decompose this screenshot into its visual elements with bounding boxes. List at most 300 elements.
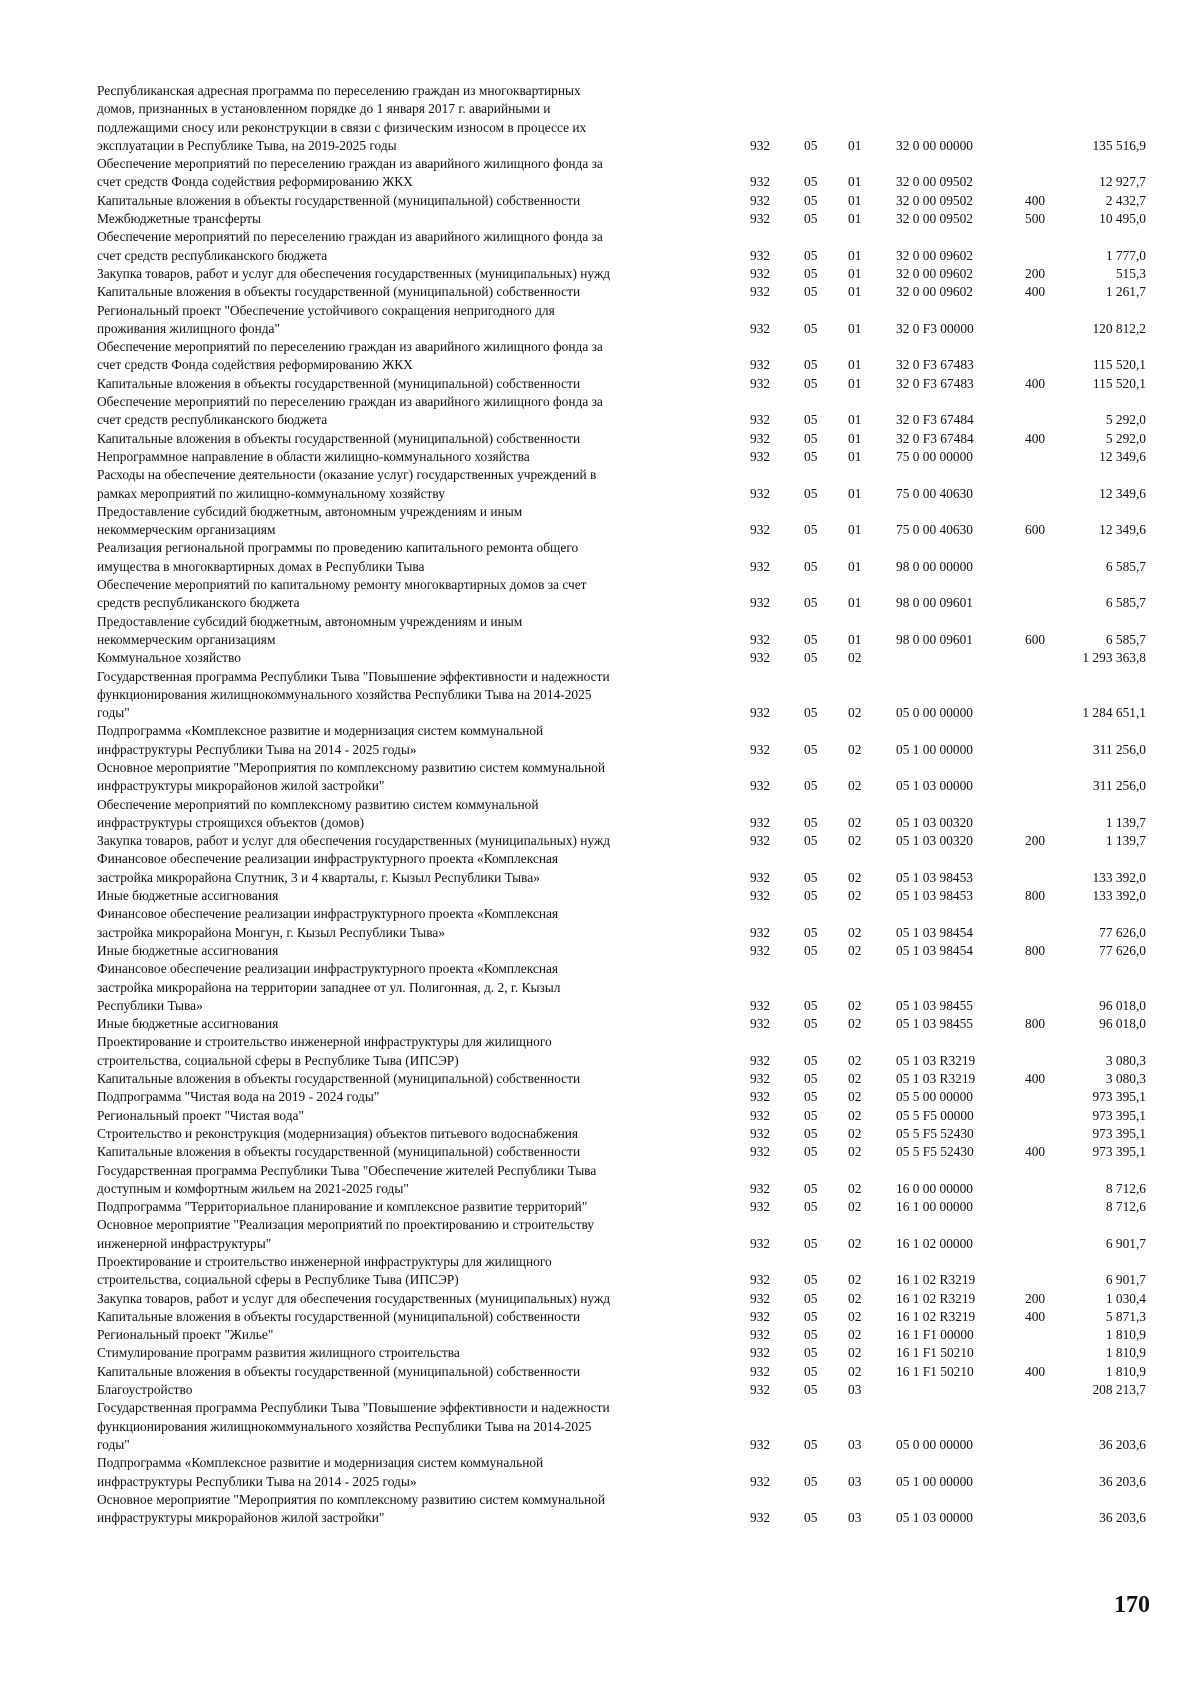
cell-cs: 32 0 F3 67483 [896,357,974,373]
cell-gr: 932 [750,650,771,666]
cell-amount: 1 261,7 [1105,284,1146,300]
row-name: Капитальные вложения в объекты государственной (муниципальной) собственности [97,430,581,446]
cell-cs: 32 0 F3 67484 [896,430,974,446]
table-row [0,228,1200,265]
cell-pr: 02 [848,997,862,1013]
cell-gr: 932 [750,705,771,721]
row-name: Иные бюджетные ассигнования [97,942,279,958]
cell-amount: 115 520,1 [1092,375,1146,391]
cell-cs: 16 1 F1 50210 [896,1363,974,1379]
cell-amount: 5 292,0 [1105,430,1146,446]
cell-gr: 932 [750,522,771,538]
cell-rz: 05 [804,284,818,300]
cell-gr: 932 [750,192,771,208]
cell-amount: 12 349,6 [1099,522,1146,538]
cell-cs: 05 1 03 98455 [896,997,973,1013]
cell-pr: 01 [848,211,862,227]
cell-cs: 05 1 03 98453 [896,869,973,885]
row-name: Республиканская адресная программа по переселению граждан из многоквартирных домов, признанных в установленном порядке до 1 января 2017 г. аварийными и подлежащими сносу или реконструкции в связи с физическим износом в процессе их эксплуатации в Республике Тыва, на 2019-2025 годы [97,83,587,153]
table-row [0,1015,1200,1033]
cell-cs: 05 1 03 R3219 [896,1052,976,1068]
cell-pr: 01 [848,357,862,373]
cell-rz: 05 [804,1199,818,1215]
table-row [0,905,1200,942]
table-row [0,1216,1200,1253]
row-name: Предоставление субсидий бюджетным, автономным учреждениям и иным некоммерческим организациям [97,503,523,538]
cell-rz: 05 [804,1473,818,1489]
cell-gr: 932 [750,1235,771,1251]
table-row [0,1033,1200,1070]
cell-rz: 05 [804,1180,818,1196]
cell-vr: 800 [1025,888,1046,904]
row-name: Коммунальное хозяйство [97,650,241,666]
cell-vr: 400 [1025,1144,1046,1160]
cell-pr: 03 [848,1510,862,1526]
cell-vr: 400 [1025,1308,1046,1324]
cell-vr: 500 [1025,211,1046,227]
cell-rz: 05 [804,1272,818,1288]
cell-pr: 02 [848,1125,862,1141]
cell-pr: 01 [848,174,862,190]
cell-vr: 600 [1025,631,1046,647]
cell-gr: 932 [750,1071,771,1087]
cell-cs: 32 0 00 00000 [896,137,973,153]
cell-pr: 01 [848,320,862,336]
table-row [0,1198,1200,1216]
cell-pr: 01 [848,192,862,208]
cell-amount: 3 080,3 [1105,1052,1146,1068]
row-name: Реализация региональной программы по проведению капитального ремонта общего имущества в многоквартирных домах в Республики Тыва [97,540,579,574]
page-number: 170 [1114,1592,1150,1618]
cell-cs: 05 1 03 00000 [896,778,973,794]
row-name: Капитальные вложения в объекты государственной (муниципальной) собственности [97,1071,581,1087]
cell-cs: 16 0 00 00000 [896,1180,973,1196]
cell-amount: 973 395,1 [1092,1144,1146,1160]
cell-amount: 135 516,9 [1092,137,1146,153]
table-row [0,1253,1200,1290]
table-row [0,649,1200,667]
cell-amount: 96 018,0 [1099,997,1146,1013]
cell-amount: 36 203,6 [1099,1436,1146,1452]
table-row [0,302,1200,339]
row-name: Обеспечение мероприятий по капитальному ремонту многоквартирных домов за счет средств республиканского бюджета [97,577,587,611]
cell-amount: 1 139,7 [1105,833,1146,849]
cell-pr: 02 [848,1345,862,1361]
cell-vr: 200 [1025,265,1046,281]
cell-amount: 5 871,3 [1105,1308,1146,1324]
cell-rz: 05 [804,1016,818,1032]
table-row [0,576,1200,613]
row-name: Обеспечение мероприятий по переселению граждан из аварийного жилищного фонда за счет средств Фонда содействия реформированию ЖКХ [97,339,603,373]
cell-gr: 932 [750,595,771,611]
cell-amount: 133 392,0 [1092,869,1146,885]
cell-amount: 120 812,2 [1092,320,1146,336]
cell-cs: 05 1 03 98453 [896,888,973,904]
cell-rz: 05 [804,833,818,849]
cell-pr: 02 [848,741,862,757]
cell-vr: 200 [1025,1290,1046,1306]
cell-pr: 02 [848,1199,862,1215]
cell-pr: 02 [848,1363,862,1379]
cell-rz: 05 [804,192,818,208]
cell-gr: 932 [750,942,771,958]
cell-pr: 02 [848,1290,862,1306]
cell-cs: 98 0 00 09601 [896,595,973,611]
cell-cs: 05 1 00 00000 [896,741,973,757]
cell-amount: 1 810,9 [1105,1327,1146,1343]
table-row [0,1491,1200,1528]
table-row [0,448,1200,466]
cell-cs: 16 1 02 R3219 [896,1308,976,1324]
cell-amount: 973 395,1 [1092,1089,1146,1105]
cell-pr: 03 [848,1473,862,1489]
cell-gr: 932 [750,778,771,794]
cell-gr: 932 [750,869,771,885]
cell-rz: 05 [804,1345,818,1361]
table-row [0,1381,1200,1399]
row-name: Проектирование и строительство инженерной инфраструктуры для жилищного строительства, социальной сферы в Республике Тыва (ИПСЭР) [97,1254,552,1288]
table-row [0,1143,1200,1161]
cell-gr: 932 [750,1016,771,1032]
row-name: Региональный проект "Обеспечение устойчивого сокращения непригодного для проживания жилищного фонда" [97,302,555,336]
cell-gr: 932 [750,558,771,574]
cell-rz: 05 [804,1363,818,1379]
cell-gr: 932 [750,430,771,446]
cell-vr: 400 [1025,284,1046,300]
cell-pr: 01 [848,265,862,281]
cell-pr: 01 [848,247,862,263]
cell-gr: 932 [750,631,771,647]
cell-rz: 05 [804,814,818,830]
row-name: Капитальные вложения в объекты государственной (муниципальной) собственности [97,192,581,208]
row-name: Основное мероприятие "Реализация мероприятий по проектированию и строительству инженерной инфраструктуры" [97,1217,595,1251]
row-name: Обеспечение мероприятий по переселению граждан из аварийного жилищного фонда за счет средств республиканского бюджета [97,394,603,428]
row-name: Обеспечение мероприятий по переселению граждан из аварийного жилищного фонда за счет средств Фонда содействия реформированию ЖКХ [97,156,603,190]
cell-amount: 36 203,6 [1099,1510,1146,1526]
cell-amount: 12 349,6 [1099,485,1146,501]
cell-amount: 973 395,1 [1092,1125,1146,1141]
cell-amount: 115 520,1 [1092,357,1146,373]
cell-rz: 05 [804,1235,818,1251]
cell-pr: 01 [848,485,862,501]
table-row [0,265,1200,283]
cell-amount: 6 585,7 [1105,595,1146,611]
cell-vr: 400 [1025,1071,1046,1087]
cell-gr: 932 [750,357,771,373]
cell-cs: 98 0 00 09601 [896,631,973,647]
cell-gr: 932 [750,1199,771,1215]
cell-rz: 05 [804,1436,818,1452]
cell-gr: 932 [750,1180,771,1196]
cell-cs: 05 5 F5 52430 [896,1125,974,1141]
cell-vr: 400 [1025,1363,1046,1379]
cell-pr: 02 [848,1089,862,1105]
cell-cs: 32 0 00 09602 [896,265,973,281]
table-row [0,850,1200,887]
cell-gr: 932 [750,1345,771,1361]
cell-amount: 8 712,6 [1105,1180,1146,1196]
cell-gr: 932 [750,924,771,940]
cell-amount: 77 626,0 [1099,942,1146,958]
cell-gr: 932 [750,1125,771,1141]
cell-amount: 1 030,4 [1105,1290,1146,1306]
cell-pr: 03 [848,1382,862,1398]
cell-rz: 05 [804,650,818,666]
cell-pr: 02 [848,1052,862,1068]
cell-cs: 16 1 F1 50210 [896,1345,974,1361]
cell-rz: 05 [804,375,818,391]
cell-cs: 32 0 00 09502 [896,174,973,190]
cell-rz: 05 [804,1308,818,1324]
cell-pr: 02 [848,833,862,849]
table-row [0,722,1200,759]
cell-gr: 932 [750,211,771,227]
cell-cs: 05 0 00 00000 [896,1436,973,1452]
table-row [0,796,1200,833]
row-name: Капитальные вложения в объекты государственной (муниципальной) собственности [97,284,581,300]
cell-gr: 932 [750,320,771,336]
cell-gr: 932 [750,1144,771,1160]
row-name: Капитальные вложения в объекты государственной (муниципальной) собственности [97,1308,581,1324]
table-row [0,613,1200,650]
row-name: Региональный проект "Чистая вода" [97,1107,304,1123]
row-name: Предоставление субсидий бюджетным, автономным учреждениям и иным некоммерческим организациям [97,613,523,647]
cell-amount: 1 139,7 [1105,814,1146,830]
table-row [0,960,1200,1015]
cell-cs: 32 0 F3 00000 [896,320,974,336]
cell-rz: 05 [804,137,818,153]
cell-pr: 02 [848,650,862,666]
table-row [0,283,1200,301]
cell-pr: 02 [848,869,862,885]
row-name: Государственная программа Республики Тыва "Повышение эффективности и надежности функционирования жилищнокоммунального хозяйства Республики Тыва на 2014-2025 годы" [97,1400,610,1452]
cell-amount: 208 213,7 [1092,1382,1146,1398]
cell-amount: 5 292,0 [1105,412,1146,428]
table-row [0,1125,1200,1143]
cell-gr: 932 [750,833,771,849]
table-row [0,155,1200,192]
row-name: Закупка товаров, работ и услуг для обеспечения государственных (муниципальных) нужд [97,265,611,281]
cell-gr: 932 [750,1436,771,1452]
cell-pr: 02 [848,1235,862,1251]
cell-rz: 05 [804,448,818,464]
cell-gr: 932 [750,284,771,300]
cell-gr: 932 [750,265,771,281]
cell-cs: 32 0 00 09502 [896,211,973,227]
cell-pr: 02 [848,778,862,794]
cell-pr: 02 [848,888,862,904]
cell-gr: 932 [750,1272,771,1288]
cell-rz: 05 [804,320,818,336]
row-name: Закупка товаров, работ и услуг для обеспечения государственных (муниципальных) нужд [97,1290,611,1306]
row-name: Обеспечение мероприятий по комплексному развитию систем коммунальной инфраструктуры строящихся объектов (домов) [97,796,539,830]
cell-amount: 1 810,9 [1105,1345,1146,1361]
row-name: Основное мероприятие "Мероприятия по комплексному развитию систем коммунальной инфраструктуры микрорайонов жилой застройки" [97,759,606,794]
cell-vr: 800 [1025,942,1046,958]
cell-pr: 02 [848,814,862,830]
row-name: Непрограммное направление в области жилищно-коммунального хозяйства [97,448,530,464]
cell-amount: 311 256,0 [1092,778,1146,794]
cell-pr: 01 [848,412,862,428]
table-row [0,1088,1200,1106]
row-name: Капитальные вложения в объекты государственной (муниципальной) собственности [97,1363,581,1379]
table-row [0,1070,1200,1088]
table-row [0,1344,1200,1362]
cell-gr: 932 [750,1327,771,1343]
cell-pr: 01 [848,631,862,647]
cell-cs: 16 1 02 R3219 [896,1290,976,1306]
row-name: Проектирование и строительство инженерной инфраструктуры для жилищного строительства, социальной сферы в Республике Тыва (ИПСЭР) [97,1034,552,1068]
cell-pr: 01 [848,522,862,538]
cell-rz: 05 [804,430,818,446]
table-row [0,210,1200,228]
cell-pr: 01 [848,595,862,611]
table-row [0,375,1200,393]
cell-amount: 10 495,0 [1099,211,1146,227]
cell-cs: 98 0 00 00000 [896,558,973,574]
cell-cs: 05 1 03 00000 [896,1510,973,1526]
cell-rz: 05 [804,1144,818,1160]
row-name: Обеспечение мероприятий по переселению граждан из аварийного жилищного фонда за счет средств республиканского бюджета [97,229,603,263]
cell-gr: 932 [750,741,771,757]
cell-vr: 400 [1025,375,1046,391]
table-row [0,759,1200,796]
cell-amount: 6 585,7 [1105,631,1146,647]
cell-cs: 75 0 00 40630 [896,485,973,501]
cell-cs: 16 1 02 R3219 [896,1272,976,1288]
cell-amount: 2 432,7 [1105,192,1146,208]
cell-rz: 05 [804,211,818,227]
cell-rz: 05 [804,631,818,647]
cell-gr: 932 [750,1290,771,1306]
row-name: Иные бюджетные ассигнования [97,888,279,904]
cell-cs: 05 1 03 00320 [896,833,973,849]
row-name: Строительство и реконструкция (модернизация) объектов питьевого водоснабжения [97,1125,579,1141]
cell-cs: 75 0 00 40630 [896,522,973,538]
cell-vr: 800 [1025,1016,1046,1032]
row-name: Подпрограмма «Комплексное развитие и модернизация систем коммунальной инфраструктуры Республики Тыва на 2014 - 2025 годы» [97,1455,544,1489]
row-name: Подпрограмма "Территориальное планирование и комплексное развитие территорий" [97,1199,588,1215]
row-name: Подпрограмма «Комплексное развитие и модернизация систем коммунальной инфраструктуры Республики Тыва на 2014 - 2025 годы» [97,723,544,757]
cell-amount: 3 080,3 [1105,1071,1146,1087]
cell-amount: 36 203,6 [1099,1473,1146,1489]
table-row [0,832,1200,850]
row-name: Иные бюджетные ассигнования [97,1016,279,1032]
table-row [0,338,1200,375]
cell-amount: 8 712,6 [1105,1199,1146,1215]
cell-rz: 05 [804,888,818,904]
cell-pr: 01 [848,137,862,153]
cell-amount: 515,3 [1115,265,1146,281]
cell-gr: 932 [750,412,771,428]
table-row [0,466,1200,503]
cell-gr: 932 [750,137,771,153]
cell-cs: 16 1 00 00000 [896,1199,973,1215]
cell-rz: 05 [804,265,818,281]
row-name: Закупка товаров, работ и услуг для обеспечения государственных (муниципальных) нужд [97,833,611,849]
table-row [0,1162,1200,1199]
table-row [0,1290,1200,1308]
cell-amount: 973 395,1 [1092,1107,1146,1123]
cell-gr: 932 [750,247,771,263]
cell-amount: 311 256,0 [1092,741,1146,757]
table-row [0,1399,1200,1454]
cell-cs: 32 0 00 09602 [896,247,973,263]
cell-gr: 932 [750,814,771,830]
cell-cs: 32 0 00 09602 [896,284,973,300]
row-name: Межбюджетные трансферты [97,211,261,227]
cell-cs: 05 1 03 98454 [896,924,973,940]
cell-gr: 932 [750,888,771,904]
row-name: Основное мероприятие "Мероприятия по комплексному развитию систем коммунальной инфраструктуры микрорайонов жилой застройки" [97,1491,606,1526]
table-row [0,1326,1200,1344]
table-row [0,393,1200,430]
cell-rz: 05 [804,869,818,885]
cell-gr: 932 [750,1510,771,1526]
cell-vr: 400 [1025,430,1046,446]
table-row [0,1454,1200,1491]
table-row [0,539,1200,576]
cell-pr: 01 [848,375,862,391]
cell-gr: 932 [750,1382,771,1398]
cell-rz: 05 [804,705,818,721]
cell-rz: 05 [804,412,818,428]
cell-gr: 932 [750,375,771,391]
cell-vr: 600 [1025,522,1046,538]
cell-cs: 05 5 00 00000 [896,1089,973,1105]
cell-rz: 05 [804,357,818,373]
cell-cs: 32 0 F3 67484 [896,412,974,428]
cell-gr: 932 [750,485,771,501]
cell-cs: 05 1 03 98455 [896,1016,973,1032]
cell-cs: 05 1 03 R3219 [896,1071,976,1087]
cell-cs: 75 0 00 00000 [896,448,973,464]
cell-pr: 01 [848,284,862,300]
cell-rz: 05 [804,1089,818,1105]
cell-rz: 05 [804,1052,818,1068]
cell-rz: 05 [804,1510,818,1526]
row-name: Капитальные вложения в объекты государственной (муниципальной) собственности [97,375,581,391]
cell-pr: 02 [848,1308,862,1324]
cell-rz: 05 [804,942,818,958]
cell-cs: 05 5 F5 52430 [896,1144,974,1160]
cell-rz: 05 [804,1125,818,1141]
row-name: Благоустройство [97,1382,193,1398]
row-name: Государственная программа Республики Тыва "Обеспечение жителей Республики Тыва доступным и комфортным жильем на 2021-2025 годы" [97,1162,597,1196]
cell-amount: 12 927,7 [1099,174,1146,190]
cell-cs: 05 1 03 00320 [896,814,973,830]
cell-cs: 32 0 F3 67483 [896,375,974,391]
cell-amount: 96 018,0 [1099,1016,1146,1032]
table-row [0,192,1200,210]
cell-gr: 932 [750,448,771,464]
cell-amount: 12 349,6 [1099,448,1146,464]
cell-rz: 05 [804,1327,818,1343]
budget-table [0,82,1200,1527]
cell-pr: 02 [848,924,862,940]
cell-gr: 932 [750,1308,771,1324]
cell-rz: 05 [804,1382,818,1398]
row-name: Региональный проект "Жилье" [97,1327,274,1343]
cell-amount: 1 284 651,1 [1082,705,1146,721]
cell-cs: 05 1 03 98454 [896,942,973,958]
cell-pr: 02 [848,1272,862,1288]
cell-amount: 1 293 363,8 [1082,650,1146,666]
cell-amount: 6 585,7 [1105,558,1146,574]
cell-pr: 02 [848,1144,862,1160]
table-row [0,1308,1200,1326]
cell-pr: 01 [848,448,862,464]
